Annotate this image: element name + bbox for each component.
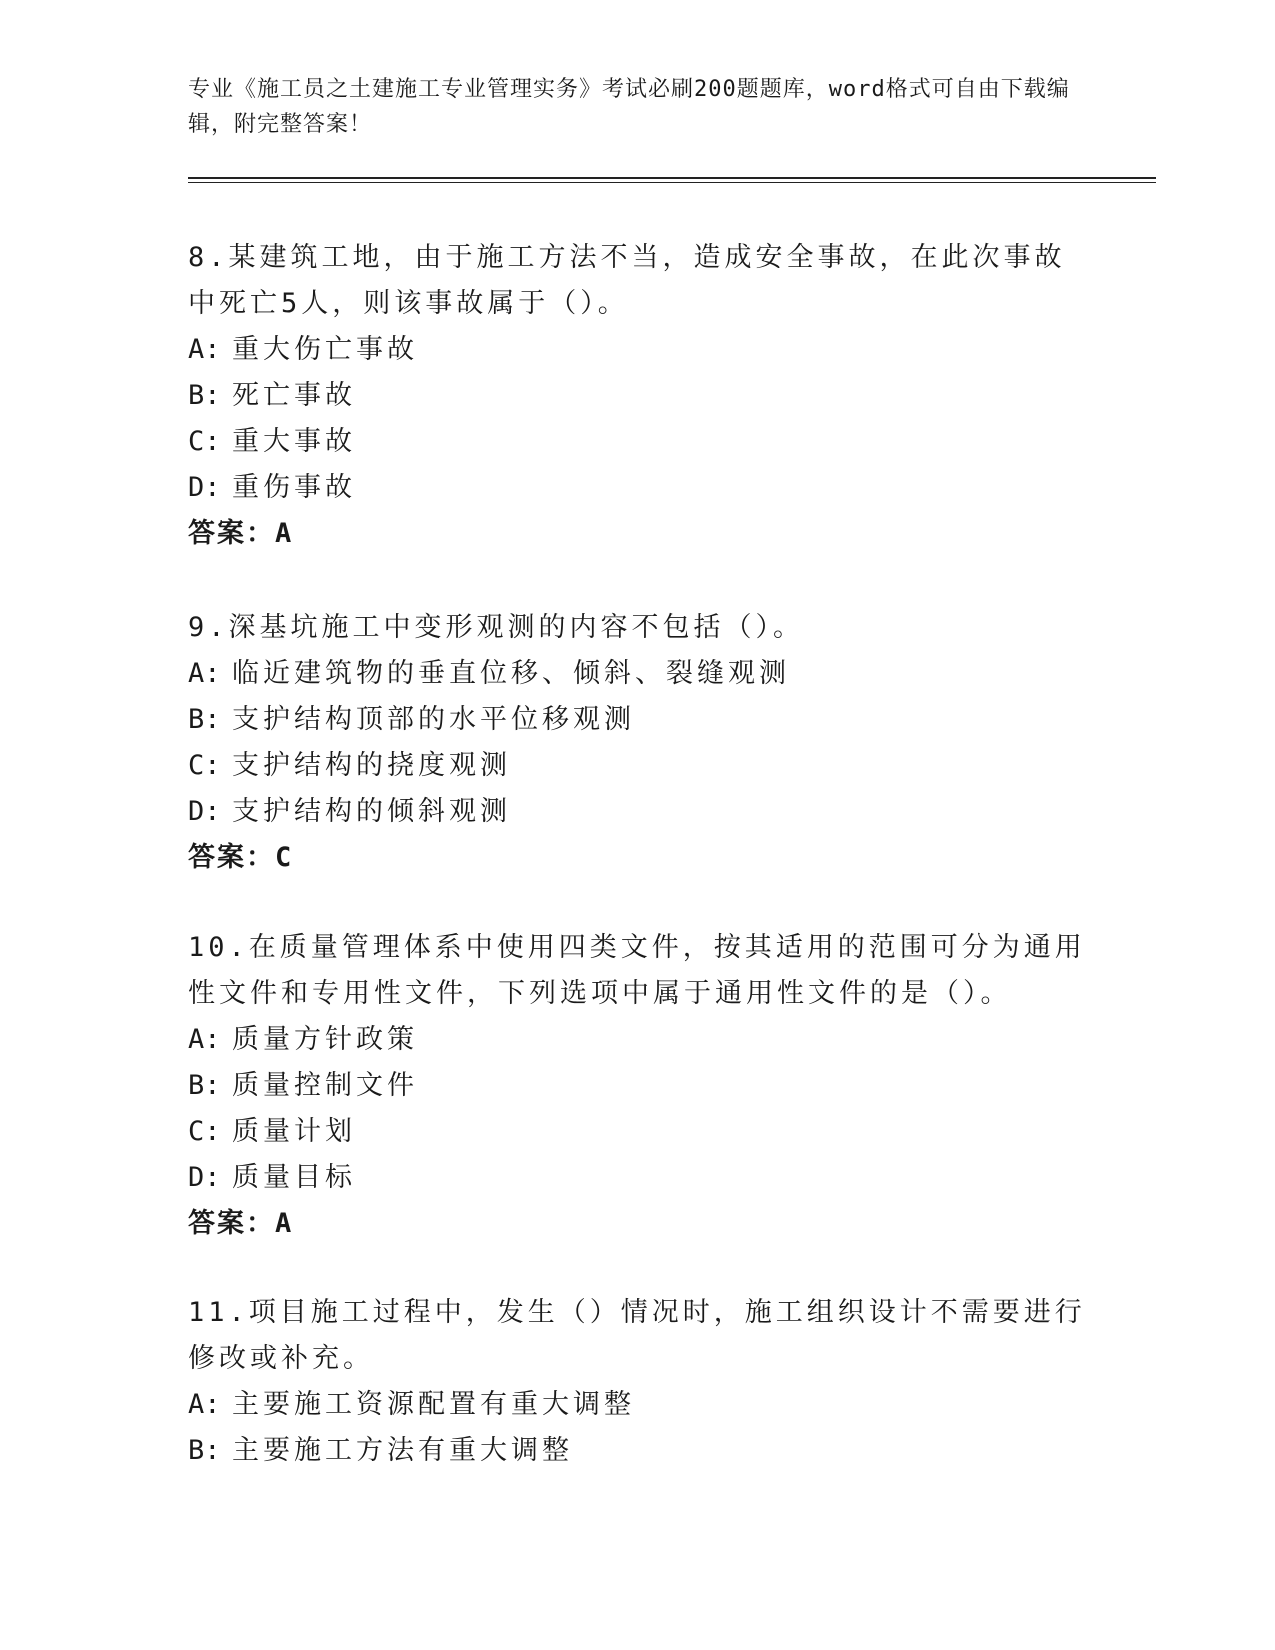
option-letter: A:: [188, 1024, 221, 1055]
option-text: 质量目标: [232, 1162, 356, 1193]
question-8: [188, 235, 1088, 557]
option-b: [188, 373, 1088, 419]
question-body: 深基坑施工中变形观测的内容不包括（）。: [228, 612, 805, 643]
option-c: [188, 743, 1088, 789]
option-letter: B:: [188, 380, 221, 411]
option-text: 质量控制文件: [232, 1070, 418, 1101]
option-c: [188, 1109, 1088, 1155]
option-a: [188, 327, 1088, 373]
option-text: 死亡事故: [232, 380, 356, 411]
option-text: 临近建筑物的垂直位移、倾斜、裂缝观测: [232, 658, 790, 689]
header-rule-thick: [188, 177, 1156, 179]
question-number: 10.: [188, 932, 249, 963]
option-d: [188, 465, 1088, 511]
option-letter: A:: [188, 334, 221, 365]
option-c: [188, 419, 1088, 465]
question-11: [188, 1290, 1088, 1474]
option-text: 质量计划: [232, 1116, 356, 1147]
option-letter: D:: [188, 1162, 221, 1193]
option-d: [188, 1155, 1088, 1201]
option-b: [188, 1063, 1088, 1109]
question-10: [188, 925, 1088, 1247]
option-letter: B:: [188, 1070, 221, 1101]
question-9: [188, 605, 1088, 881]
question-number: 11.: [188, 1297, 249, 1328]
option-a: [188, 1382, 1088, 1428]
answer: 答案：A: [188, 1208, 294, 1239]
option-text: 质量方针政策: [232, 1024, 418, 1055]
option-letter: D:: [188, 796, 221, 827]
option-text: 主要施工方法有重大调整: [232, 1435, 573, 1466]
option-a: [188, 651, 1088, 697]
option-letter: C:: [188, 750, 221, 781]
option-letter: A:: [188, 1389, 221, 1420]
option-letter: D:: [188, 472, 221, 503]
question-number: 9.: [188, 612, 229, 643]
option-letter: B:: [188, 1435, 221, 1466]
question-text: [188, 1290, 1088, 1382]
option-letter: B:: [188, 704, 221, 735]
option-text: 重大事故: [232, 426, 356, 457]
question-body: 某建筑工地，由于施工方法不当，造成安全事故，在此次事故中死亡5人，则该事故属于（）。: [188, 242, 1066, 319]
answer: 答案：A: [188, 518, 294, 549]
option-b: [188, 1428, 1088, 1474]
document-header: [188, 72, 1088, 142]
answer: 答案：C: [188, 842, 294, 873]
option-text: 支护结构的倾斜观测: [232, 796, 511, 827]
question-text: [188, 925, 1088, 1017]
option-letter: C:: [188, 1116, 221, 1147]
option-a: [188, 1017, 1088, 1063]
question-body: 在质量管理体系中使用四类文件，按其适用的范围可分为通用性文件和专用性文件，下列选项中属于通用性文件的是（）。: [188, 932, 1086, 1009]
option-text: 支护结构顶部的水平位移观测: [232, 704, 635, 735]
question-text: [188, 605, 1088, 651]
option-letter: C:: [188, 426, 221, 457]
option-text: 支护结构的挠度观测: [232, 750, 511, 781]
option-text: 重大伤亡事故: [232, 334, 418, 365]
question-body: 项目施工过程中，发生（）情况时，施工组织设计不需要进行修改或补充。: [188, 1297, 1086, 1374]
option-text: 重伤事故: [232, 472, 356, 503]
option-text: 主要施工资源配置有重大调整: [232, 1389, 635, 1420]
header-text: 专业《施工员之土建施工专业管理实务》考试必刷200题题库，word格式可自由下载编辑，附完整答案！: [188, 77, 1070, 137]
option-d: [188, 789, 1088, 835]
header-rule-thin: [188, 182, 1156, 183]
question-text: [188, 235, 1088, 327]
option-b: [188, 697, 1088, 743]
question-number: 8.: [188, 242, 229, 273]
option-letter: A:: [188, 658, 221, 689]
